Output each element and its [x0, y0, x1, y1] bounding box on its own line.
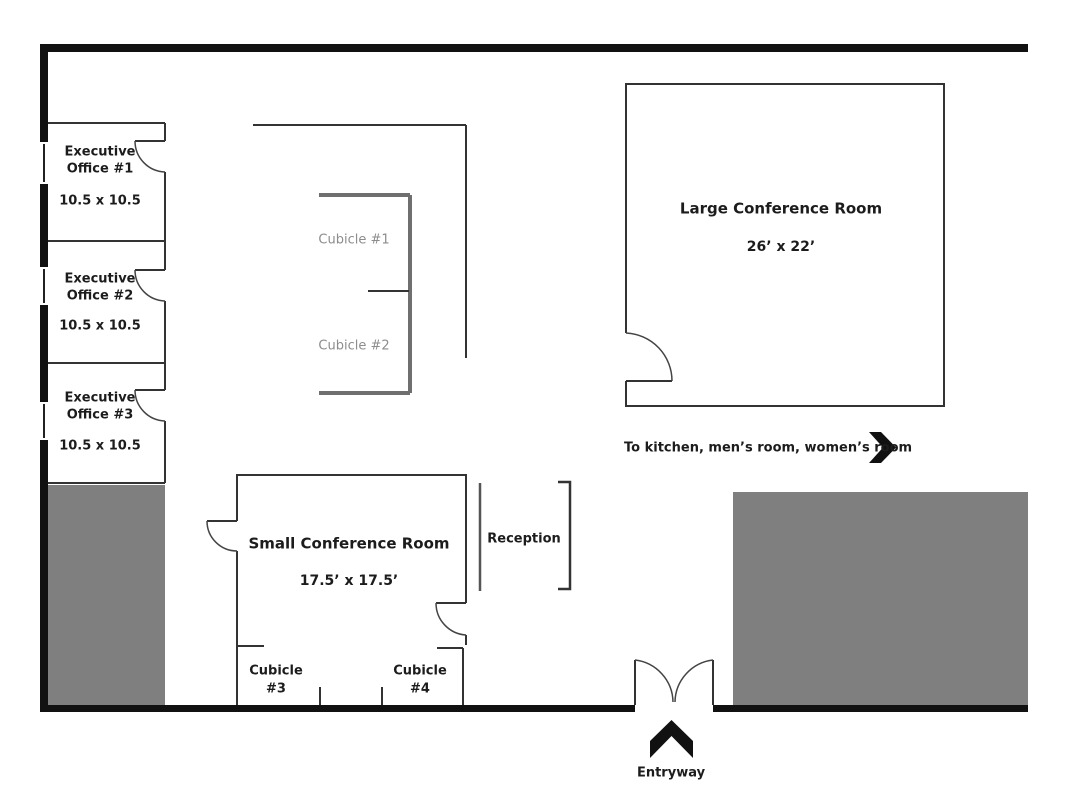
exec-office2-dims: 10.5 x 10.5	[59, 318, 141, 334]
large-conference-dims: 26’ x 22’	[746, 239, 816, 255]
left-wall-windows	[39, 138, 49, 444]
gray-block-left	[48, 485, 165, 705]
exec-office3-dims: 10.5 x 10.5	[59, 438, 141, 454]
exec-office1-name-line1: Executive	[64, 144, 136, 160]
exec-office-door-arcs	[135, 141, 165, 421]
exec-office1-name-line2: Office #1	[66, 161, 134, 177]
entryway-label: Entryway	[636, 765, 706, 781]
window-cap	[40, 138, 48, 142]
window-office2	[39, 263, 49, 309]
kitchen-note: To kitchen, men’s room, women’s room	[624, 440, 913, 456]
large-conference-name: Large Conference Room	[679, 199, 883, 218]
window-pane	[43, 144, 45, 182]
window-pane	[43, 269, 45, 303]
small-conference-right-door-arc	[436, 603, 466, 635]
reception-label: Reception	[487, 531, 561, 547]
entry-door-jambs	[635, 660, 713, 705]
exec-office3-name-line2: Office #3	[66, 407, 134, 423]
cubicle3-label-line1: Cubicle	[249, 663, 303, 679]
exec-office2-name-line2: Office #2	[66, 288, 134, 304]
window-pane	[43, 404, 45, 438]
cubicle3-label-line2: #3	[266, 681, 286, 697]
cubicle1-label: Cubicle #1	[318, 232, 390, 248]
window-cap	[40, 184, 48, 188]
exec-office1-dims: 10.5 x 10.5	[59, 193, 141, 209]
entry-door-arcs	[635, 660, 713, 702]
wall-top	[40, 44, 1028, 52]
exec-office-door-leaves	[135, 141, 165, 390]
window-cap	[40, 305, 48, 309]
small-conference-name: Small Conference Room	[248, 534, 450, 553]
wall-bottom-left	[40, 705, 635, 712]
window-cap	[40, 263, 48, 267]
cubicle2-label: Cubicle #2	[318, 338, 390, 354]
small-conference-left-door-arc	[207, 521, 237, 551]
gray-block-right	[733, 492, 1028, 705]
large-conference-door-arc	[626, 333, 672, 381]
chevron-up-icon	[650, 720, 693, 758]
cubicle4-label-line1: Cubicle	[393, 663, 447, 679]
window-office1	[39, 138, 49, 188]
cubicle12-partition	[319, 195, 410, 393]
exec-office3-name-line1: Executive	[64, 390, 136, 406]
window-cap	[40, 398, 48, 402]
window-cap	[40, 440, 48, 444]
small-conference-right-door-leaf	[436, 603, 466, 645]
cubicle4-label-line2: #4	[410, 681, 430, 697]
window-office3	[39, 398, 49, 444]
exec-office2-name-line1: Executive	[64, 271, 136, 287]
wall-bottom-right	[713, 705, 1028, 712]
small-conference-dims: 17.5’ x 17.5’	[299, 573, 399, 589]
